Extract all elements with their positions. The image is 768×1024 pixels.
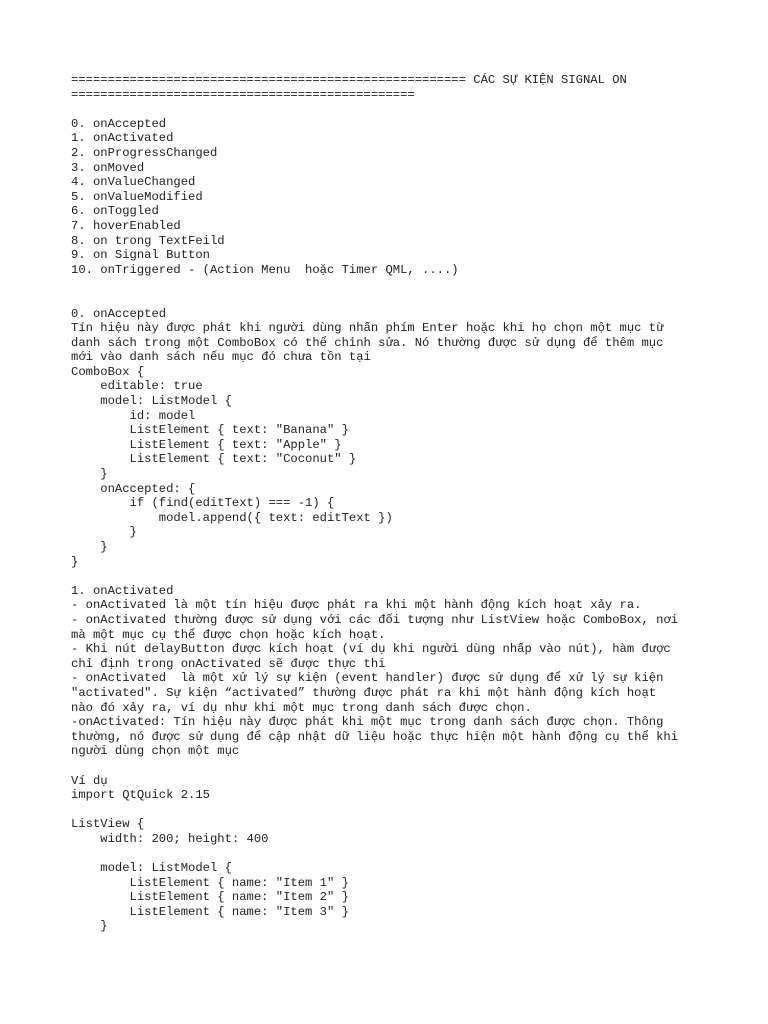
text-line: ListElement { text: "Banana" } (71, 423, 349, 438)
text-line: } (71, 554, 79, 569)
text-line: mới vào danh sách nếu mục đó chưa tồn tại (71, 350, 371, 365)
text-line: ListElement { name: "Item 2" } (71, 890, 349, 905)
text-line (71, 569, 751, 584)
text-line: model.append({ text: editText }) (71, 510, 393, 525)
text-line: ListElement { text: "Apple" } (71, 437, 342, 452)
text-line: 3. onMoved (71, 160, 145, 175)
text-line: chỉ định trong onActivated sẽ được thực thi (71, 656, 386, 671)
text-line: ListElement { name: "Item 1" } (71, 875, 349, 890)
text-line: ====================================================== CÁC SỰ KIỆN SIGNAL ON (71, 73, 627, 87)
text-line: 7. hoverEnabled (71, 218, 181, 233)
text-line: import QtQuick 2.15 (71, 788, 210, 803)
text-line: người dùng chọn một mục (71, 744, 240, 759)
text-line: model: ListModel { (71, 861, 232, 876)
text-line: id: model (71, 408, 196, 423)
text-line: ListView { (71, 817, 145, 832)
document-body (71, 73, 751, 934)
text-line: width: 200; height: 400 (71, 831, 269, 846)
text-line: thường, nó được sử dụng để cập nhật dữ liệu hoặc thực hiện một hành động cụ thể khi (71, 729, 679, 744)
text-line (71, 846, 751, 861)
text-line (71, 102, 751, 117)
text-line: Tín hiệu này được phát khi người dùng nhấn phím Enter hoặc khi họ chọn một mục từ (71, 321, 664, 336)
text-line: 2. onProgressChanged (71, 145, 218, 160)
text-line: - onActivated là một xử lý sự kiện (event handler) được sử dụng để xử lý sự kiện (71, 671, 664, 686)
text-line: - Khi nút delayButton được kích hoạt (ví dụ khi người dùng nhấp vào nút), hàm được (71, 642, 671, 657)
text-line: onAccepted: { (71, 481, 196, 496)
text-line (71, 759, 751, 774)
text-line: "activated". Sự kiện “activated” thường được phát ra khi một hành động kích hoạt (71, 685, 657, 700)
text-line: Ví dụ (71, 773, 108, 788)
text-line: -onActivated: Tín hiệu này được phát khi một mục trong danh sách được chọn. Thông (71, 715, 664, 730)
text-line: 0. onAccepted (71, 116, 167, 131)
text-line: 5. onValueModified (71, 189, 203, 204)
text-line (71, 292, 751, 307)
text-line: } (71, 467, 108, 482)
text-line: =============================================== (71, 87, 415, 102)
text-line: danh sách trong một ComboBox có thể chỉnh sửa. Nó thường được sử dụng để thêm mục (71, 335, 664, 350)
text-line: 1. onActivated (71, 131, 174, 146)
text-line (71, 277, 751, 292)
text-line: } (71, 540, 108, 554)
text-line: 9. on Signal Button (71, 248, 210, 263)
text-line: - onActivated là một tín hiệu được phát ra khi một hành động kích hoạt xảy ra. (71, 598, 642, 613)
text-line: - onActivated thường được sử dụng với các đối tượng như ListView hoặc ComboBox, nơi (71, 612, 679, 627)
document-page (71, 73, 751, 934)
text-line: 6. onToggled (71, 204, 159, 219)
text-line: 4. onValueChanged (71, 175, 196, 190)
text-line: nào đó xảy ra, ví dụ như khi một mục trong danh sách được chọn. (71, 700, 532, 715)
text-line: model: ListModel { (71, 394, 232, 409)
text-line: 0. onAccepted (71, 306, 167, 321)
text-line: if (find(editText) === -1) { (71, 496, 335, 511)
text-line: 8. on trong TextFeild (71, 233, 225, 248)
text-line: 10. onTriggered - (Action Menu hoặc Timer QML, ....) (71, 262, 459, 277)
text-line: ComboBox { (71, 364, 145, 379)
text-line: mà một mục cụ thể được chọn hoặc kích hoạt. (71, 627, 386, 642)
text-line: 1. onActivated (71, 583, 174, 598)
text-line: editable: true (71, 379, 203, 394)
text-line (71, 803, 751, 818)
text-line: ListElement { name: "Item 3" } (71, 904, 349, 919)
text-line: } (71, 525, 137, 540)
text-line: } (71, 919, 108, 934)
text-line: ListElement { text: "Coconut" } (71, 452, 357, 467)
